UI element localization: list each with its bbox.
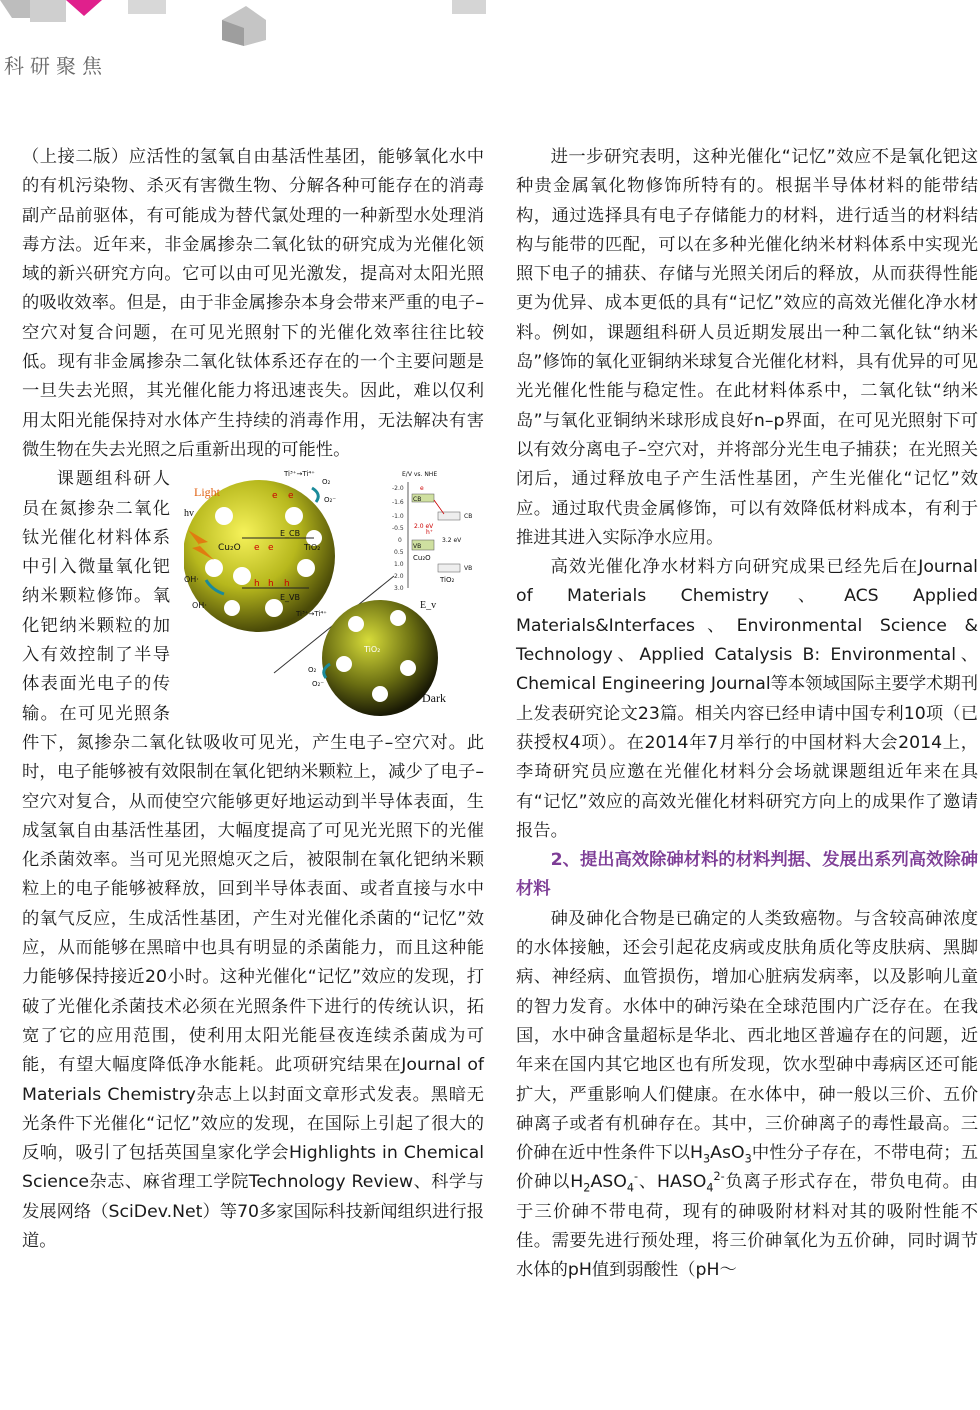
tick: 0.5 <box>394 549 404 557</box>
hole-label: h <box>254 579 260 590</box>
tick: -0.5 <box>392 525 404 533</box>
p3-tail-a: 三价砷在近中性条件下以 <box>516 1113 978 1164</box>
left-column <box>22 143 484 1256</box>
electron-label: e <box>420 485 424 493</box>
grey-block-2 <box>30 0 66 22</box>
right-paragraph-2: 高效光催化净水材料方向研究成果已经先后在Journal of Materials Chemistry、ACS Applied Materials&Interfaces、Environmental Science & Technology、Applied Catalysis B: Environmental、Chemical Engineering Journal等本领域国际主要学术期刊上发表研究论文23篇。相关内容已经申请中国专利10项（已获授权4项）。在2014年7月举行的中国材料大会2014上，李琦研究员应邀在光催化材料分会场就课题组近年来在具有“记忆”效应的高效光催化材料研究方向上的成果作了邀请报告。 <box>516 557 978 841</box>
p3-tail-b: 中性分子存在，不带电荷；五价砷以 <box>516 1143 978 1193</box>
ti-label-top: Ti³⁺→Ti⁴⁺ <box>284 470 315 479</box>
o2-label-top: O₂ <box>322 478 331 487</box>
o2-ion-label-top: O₂⁻ <box>324 496 337 505</box>
tick: -1.6 <box>392 499 404 507</box>
gap-cu2o: 2.0 eV <box>414 523 434 531</box>
section-heading: 2、提出高效除砷材料的材料判据、发展出系列高效除砷材料 <box>516 850 978 900</box>
tio2-band-label: TiO₂ <box>440 576 455 585</box>
dark-label: Dark <box>422 691 446 706</box>
formula-h3aso3: $H_3AsO_3$ <box>690 1143 752 1166</box>
left-paragraph-1: （上接二版）应活性的氢氧自由基活性基团，能够氧化水中的有机污染物、杀灭有害微生物、分解各种可能存在的消毒副产品前驱体，有可能成为替代氯处理的一种新型水处理消毒方法。近年来，非金属掺杂二氧化钛的研究成为光催化领域的新兴研究方向。它可以由可见光激发，提高对太阳光照的吸收效率。但是，由于非金属掺杂本身会带来严重的电子–空穴对复合问题，在可见光照射下的光催化效率往往比较低。现有非金属掺杂二氧化钛体系还存在的一个主要问题是一旦失去光照，其光催化能力将迅速丧失。因此，难以仅利用太阳光能保持对水体产生持续的消毒作用，无法解决有害微生物在失去光照之后重新出现的可能性。 <box>22 147 484 460</box>
o2-ion-label-bottom: O₂⁻ <box>312 680 325 689</box>
electron-label: e <box>272 491 278 502</box>
header-shapes <box>0 0 980 50</box>
oh-label-1: OH· <box>184 575 199 585</box>
grey-block-4 <box>452 0 486 14</box>
right-paragraph-3 <box>516 905 978 1286</box>
photocatalysis-figure <box>184 468 484 718</box>
tio2-island <box>297 559 315 577</box>
electron-label: e <box>288 491 294 502</box>
gap-tio2: 3.2 eV <box>442 537 462 545</box>
energy-axis-label: E/V vs. NHE <box>402 471 438 479</box>
ecb-label: E_CB <box>280 529 301 539</box>
tio2-island <box>205 559 223 577</box>
tick: -2.0 <box>392 485 404 493</box>
o2-label-bottom: O₂ <box>308 666 317 675</box>
tio2-island <box>348 616 364 632</box>
hole-label: h <box>268 579 274 590</box>
cu2o-label: Cu₂O <box>218 543 241 554</box>
left-paragraph-2: 课题组科研人员在氮掺杂二氧化钛光催化材料体系中引入微量氧化钯纳米颗粒修饰。氧化钯纳米颗粒的加入有效控制了半导体表面光电子的传输。在可见光照条件下，氮掺杂二氧化钛吸收可见光，产生电子–空穴对。此时，电子能够被有效限制在氧化钯纳米颗粒上，减少了电子–空穴对复合，从而使空穴能够更好地运动到半导体表面，生成氢氧自由基活性基团，大幅度提高了可见光光照下的光催化杀菌效率。当可见光照熄灭之后，被限制在氧化钯纳米颗粒上的电子能够被释放，回到半导体表面、或者直接与水中的氧气反应，生成活性基团，产生对光催化杀菌的“记忆”效应，从而能够在黑暗中也具有明显的杀菌能力，而且这种能力能够保持接近20小时。这种光催化“记忆”效应的发现，打破了光催化杀菌技术必须在光照条件下进行的传统认识，拓宽了它的应用范围，使利用太阳光能昼夜连续杀菌成为可能，有望大幅度降低净水能耗。此项研究结果在Journal of Materials Chemistry杂志上以封面文章形式发表。黑暗无光条件下光催化“记忆”效应的发现，在国际上引起了很大的反响，吸引了包括英国皇家化学会Highlights in Chemical Science杂志、麻省理工学院Technology Review、科学与发展网络（SciDev.Net）等70多家国际科技新闻组织进行报道。 <box>22 469 484 1251</box>
tio2-label-top: TiO₂ <box>304 543 321 553</box>
tick: -1.0 <box>392 513 404 521</box>
hole-label: h <box>284 579 290 590</box>
figure-svg <box>184 468 484 718</box>
formula-h2aso4: $H_2ASO_4^-$ <box>570 1170 639 1195</box>
tio2-cb-band <box>438 512 460 520</box>
p3-tail-d: 负离子形式存在，带负电荷。由于三价砷不带电荷，现有的砷吸附材料对其的吸附性能不佳。需要先进行预处理，将三价砷氧化为五价砷，同时调节水体的pH值到弱酸性（pH～ <box>516 1172 978 1281</box>
magenta-triangle <box>66 0 102 16</box>
cb-right: CB <box>464 513 473 521</box>
light-label: Light <box>194 485 220 500</box>
tio2-vb-band <box>438 564 460 572</box>
p3-main: 砷及砷化合物是已确定的人类致癌物。与含较高砷浓度的水体接触，还会引起花皮病或皮肤角质化等皮肤病、黑脚病、神经病、血管损伤，增加心脏病发病率，以及影响儿童的智力发育。水体中的砷污染在全球范围内广泛存在。在我国，水中砷含量超标是华北、西北地区普遍存在的问题，近年来在国内其它地区也有所发现，饮水型砷中毒病区还可能扩大，严重影响人们健康。在水体中，砷一般以三价、五价砷离子或者有机砷存在。其中，三价砷离子的毒性最高。 <box>516 908 978 1134</box>
tio2-island <box>400 660 416 676</box>
electron-label: e <box>254 543 260 554</box>
tio2-label-bottom: TiO₂ <box>364 645 381 655</box>
tick: 2.0 <box>394 573 404 581</box>
right-column <box>516 143 978 1286</box>
tick: 1.0 <box>394 561 404 569</box>
cb-left: CB <box>413 496 422 504</box>
hv-label: hv <box>184 508 194 520</box>
evb-label: E_VB <box>280 593 301 603</box>
tio2-island <box>372 686 388 702</box>
tio2-island <box>233 567 251 585</box>
formula-haso4: $HASO_4^{2-}$ <box>656 1170 725 1195</box>
tio2-island <box>336 656 352 672</box>
tio2-island <box>285 507 303 525</box>
p3-tail-c: 、 <box>638 1172 657 1193</box>
tio2-island <box>224 600 240 616</box>
electron-label: e <box>268 543 274 554</box>
grey-block-1 <box>0 0 30 18</box>
right-paragraph-1: 进一步研究表明，这种光催化“记忆”效应不是氧化钯这种贵金属氧化物修饰所特有的。根据半导体材料的能带结构，通过选择具有电子存储能力的材料，进行适当的材料结构与能带的匹配，可以在多种光催化纳米材料体系中实现光照下电子的捕获、存储与光照关闭后的释放，从而获得性能更为优异、成本更低的具有“记忆”效应的高效光催化净水材料。例如，课题组科研人员近期发展出一种二氧化钛“纳米岛”修饰的氧化亚铜纳米球复合光催化材料，具有优异的可见光光催化性能与稳定性。在此材料体系中，二氧化钛“纳米岛”与氧化亚铜纳米球形成良好n–p界面，在可见光照射下可以有效分离电子–空穴对，并将部分光生电子捕获；在光照关闭后，通过释放电子产生活性基团，产生光催化“记忆”效应。通过取代贵金属修饰，可以有效降低材料成本，有利于推进其进入实际净水应用。 <box>516 147 978 548</box>
tick: 0 <box>398 537 402 545</box>
vb-left: VB <box>413 543 422 551</box>
tio2-island <box>390 610 406 626</box>
cu2o-band-label: Cu₂O <box>413 554 431 563</box>
vb-right: VB <box>464 565 473 573</box>
hole-label: h⁺ <box>426 529 433 537</box>
tio2-island <box>215 507 233 525</box>
tick: 3.0 <box>394 585 404 593</box>
section-label: 科研聚焦 <box>4 54 108 78</box>
oh-label-2: OH· <box>192 601 207 611</box>
grey-block-3 <box>128 0 166 14</box>
arrow-o2-top <box>312 488 318 502</box>
ti-label-bottom: Ti³⁺→Ti⁴⁺ <box>296 610 327 619</box>
header-decoration <box>0 0 980 50</box>
ev-label: E_v <box>420 600 437 612</box>
